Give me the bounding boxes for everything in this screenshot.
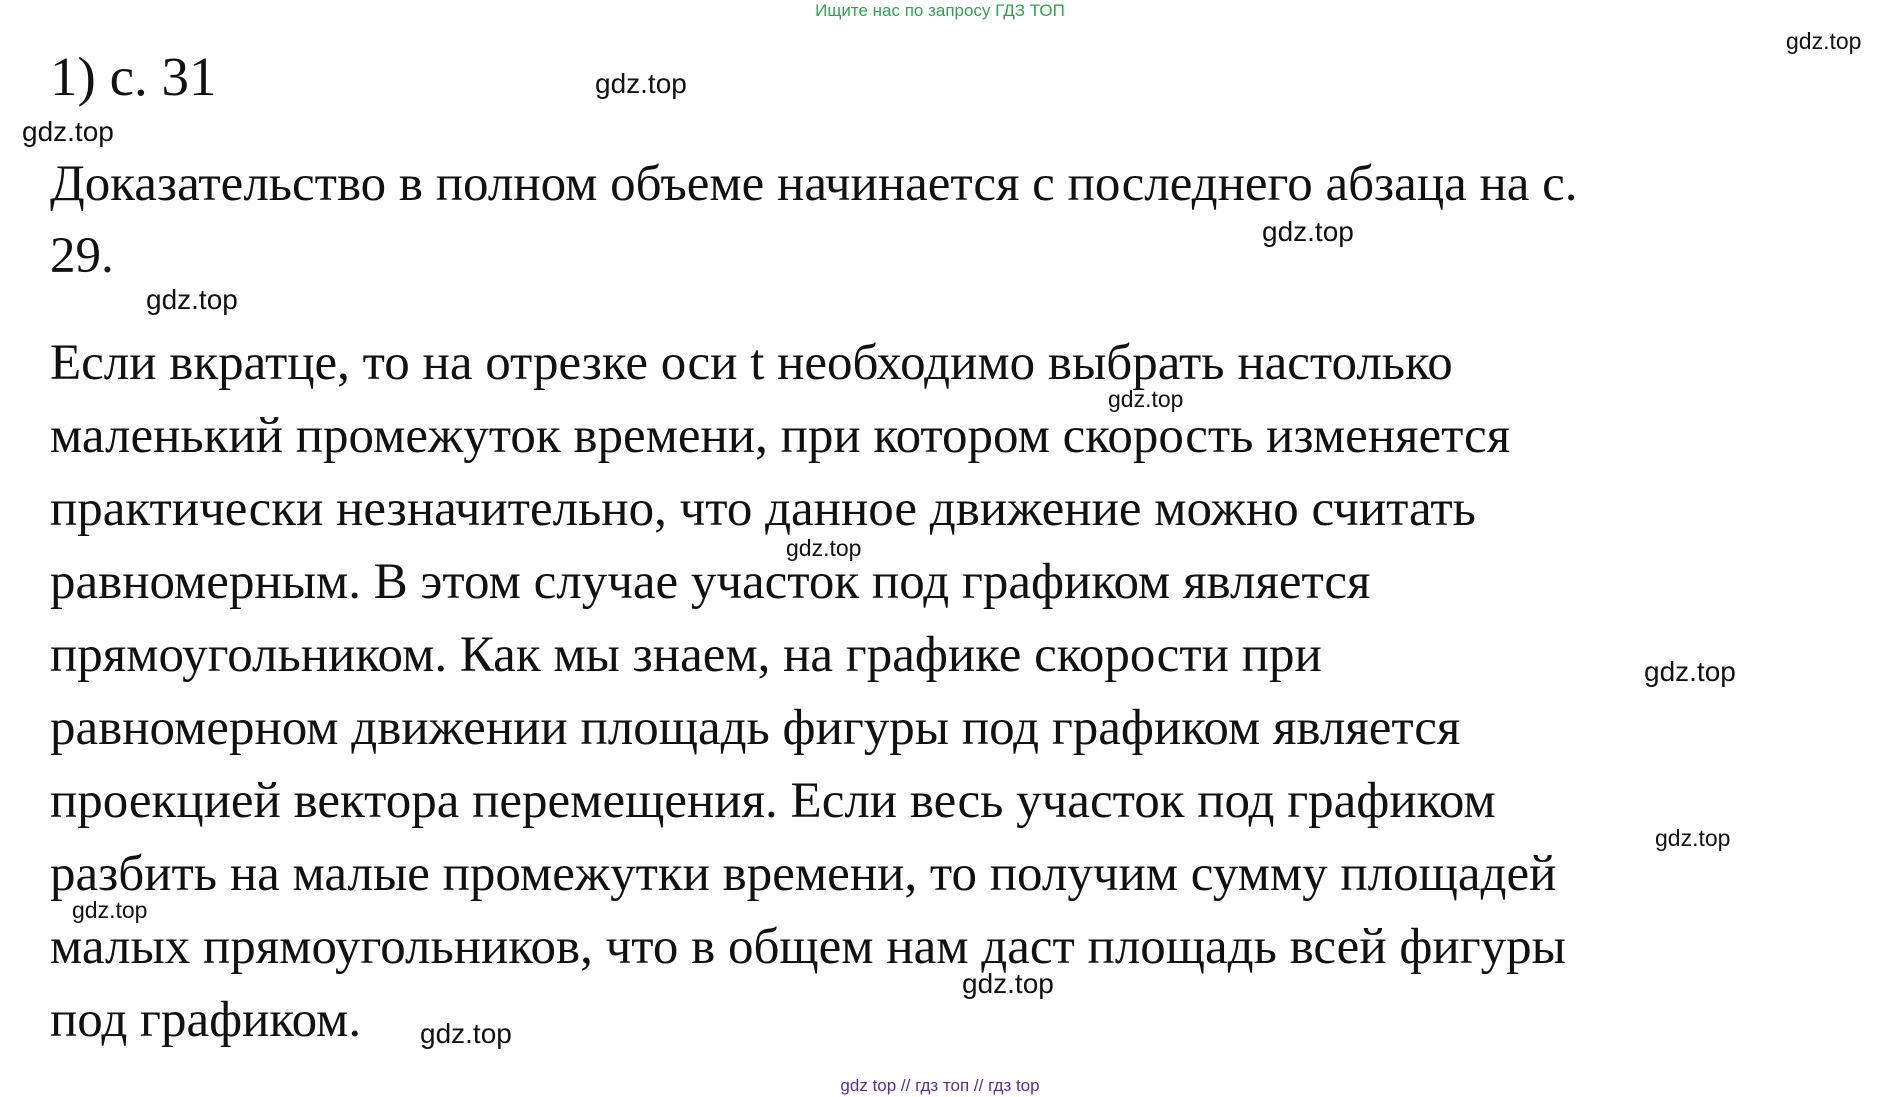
top-banner: Ищите нас по запросу ГДЗ ТОП	[815, 1, 1065, 20]
paragraph-explanation	[50, 327, 1566, 1057]
watermark: gdz.top	[1786, 28, 1862, 54]
watermark: gdz.top	[22, 116, 114, 147]
watermark: gdz.top	[1262, 216, 1354, 247]
text-line: малых прямоугольников, что в общем нам даст площадь всей фигуры	[50, 919, 1566, 975]
text-line: Доказательство в полном объеме начинается с последнего абзаца на с.	[50, 156, 1578, 212]
page-title: 1) с. 31	[50, 46, 217, 107]
watermark: gdz.top	[1655, 825, 1731, 851]
watermark: gdz.top	[146, 284, 238, 315]
text-line: разбить на малые промежутки времени, то получим сумму площадей	[50, 846, 1557, 902]
watermark: gdz.top	[1108, 386, 1184, 412]
text-line: под графиком.	[50, 992, 362, 1048]
watermark: gdz.top	[72, 897, 148, 923]
watermark: gdz.top	[962, 968, 1054, 999]
text-line: маленький промежуток времени, при котором скорость изменяется	[50, 408, 1511, 464]
text-line: равномерным. В этом случае участок под графиком является	[50, 554, 1371, 610]
text-line: прямоугольником. Как мы знаем, на графике скорости при	[50, 627, 1322, 683]
text-line: проекцией вектора перемещения. Если весь участок под графиком	[50, 773, 1496, 829]
footer: gdz top // гдз топ // гдз top	[840, 1076, 1040, 1095]
watermark: gdz.top	[1644, 656, 1736, 687]
text-line: равномерном движении площадь фигуры под графиком является	[50, 700, 1461, 756]
watermark: gdz.top	[786, 535, 862, 561]
text-line: 29.	[50, 228, 114, 284]
watermark: gdz.top	[595, 68, 687, 99]
text-line: Если вкратце, то на отрезке оси t необходимо выбрать настолько	[50, 335, 1453, 391]
watermark: gdz.top	[420, 1018, 512, 1049]
text-line: практически незначительно, что данное движение можно считать	[50, 481, 1476, 537]
